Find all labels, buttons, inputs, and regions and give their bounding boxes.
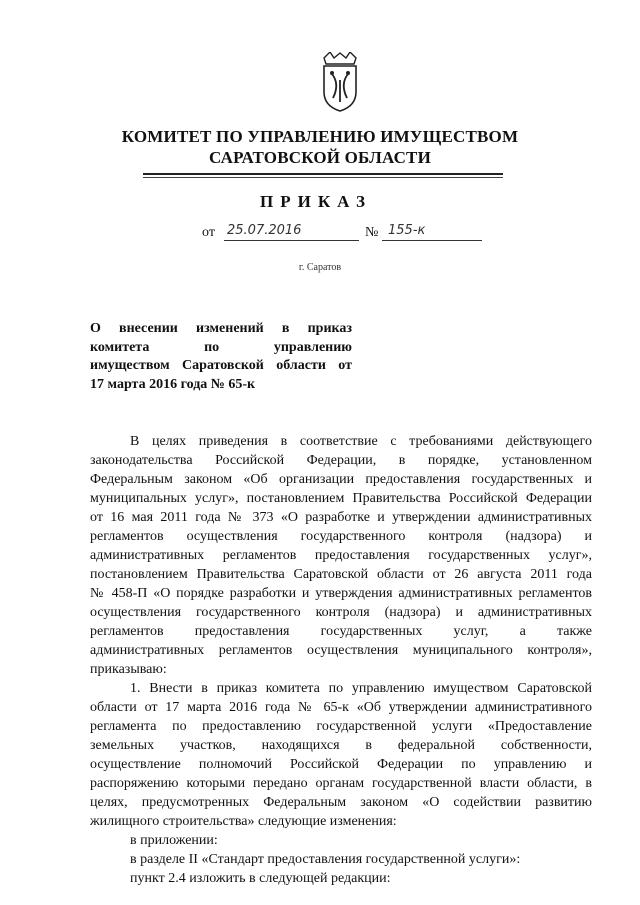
number-field: 155-к bbox=[382, 223, 482, 241]
body-line: земельных участков, находящихся в федеральной собственности, bbox=[90, 738, 592, 753]
org-line-2: САРАТОВСКОЙ ОБЛАСТИ bbox=[208, 148, 432, 167]
body-line: пункт 2.4 изложить в следующей редакции: bbox=[130, 871, 391, 886]
saratov-coat-of-arms-icon bbox=[320, 52, 360, 112]
document-type: ПРИКАЗ bbox=[260, 192, 372, 211]
date-prefix: от bbox=[202, 225, 215, 240]
body-line: № 458-П «О порядке разработки и утверждения административных регламентов bbox=[90, 586, 592, 601]
body-line: муниципальных услуг», постановлением Правительства Российской Федерации bbox=[90, 491, 592, 506]
body-line: В целях приведения в соответствие с требованиями действующего bbox=[130, 434, 592, 449]
date-number-line bbox=[202, 223, 502, 243]
title-line: 17 марта 2016 года № 65-к bbox=[90, 376, 256, 392]
document-body bbox=[90, 432, 592, 888]
title-line: имуществом Саратовской области от bbox=[90, 358, 352, 373]
date-field: 25.07.2016 bbox=[224, 223, 359, 241]
body-line: распоряжению которыми передано органам государственной власти области, в bbox=[90, 776, 592, 791]
body-line: жилищного строительства» следующие изменения: bbox=[90, 814, 397, 829]
body-line: регламента по предоставлению государственной услуги «Предоставление bbox=[90, 719, 592, 734]
body-line: в приложении: bbox=[130, 833, 218, 848]
header-rule-thick bbox=[143, 173, 503, 175]
body-line: приказываю: bbox=[90, 662, 167, 677]
body-line: Федеральным законом «Об организации предоставления государственных и bbox=[90, 472, 592, 487]
body-line: регламентов предоставления государственных услуг, а также bbox=[90, 624, 592, 639]
organization-name bbox=[90, 126, 550, 168]
title-line: комитета по управлению bbox=[90, 339, 352, 355]
city: г. Саратов bbox=[298, 262, 342, 273]
body-line: осуществление полномочий Российской Федерации по управлению и bbox=[90, 757, 592, 772]
body-line: законодательства Российской Федерации, в порядке, установленном bbox=[90, 453, 592, 468]
number-prefix: № bbox=[365, 225, 379, 240]
body-line: постановлением Правительства Саратовской области от 26 августа 2011 года bbox=[90, 567, 592, 582]
document-title bbox=[90, 320, 352, 394]
body-line: осуществления государственного контроля (надзора) и административных bbox=[90, 605, 592, 620]
body-line: 1. Внести в приказ комитета по управлению имуществом Саратовской bbox=[130, 681, 592, 696]
body-line: регламентов осуществления государственного контроля (надзора) и bbox=[90, 529, 592, 544]
org-line-1: КОМИТЕТ ПО УПРАВЛЕНИЮ ИМУЩЕСТВОМ bbox=[121, 127, 519, 146]
body-line: области от 17 марта 2016 года № 65-к «Об утверждении административного bbox=[90, 700, 592, 715]
title-line: О внесении изменений в приказ bbox=[90, 321, 352, 336]
body-line: административных регламентов предоставления государственных услуг», bbox=[90, 548, 592, 563]
header-rule-thin bbox=[143, 177, 503, 178]
body-line: в разделе II «Стандарт предоставления государственной услуги»: bbox=[130, 852, 521, 867]
body-line: административных регламентов осуществления муниципального контроля», bbox=[90, 643, 592, 658]
body-line: целях, предусмотренных Федеральным законом «О содействии развитию bbox=[90, 795, 592, 810]
body-line: от 16 мая 2011 года № 373 «О разработке и утверждении административных bbox=[90, 510, 592, 525]
